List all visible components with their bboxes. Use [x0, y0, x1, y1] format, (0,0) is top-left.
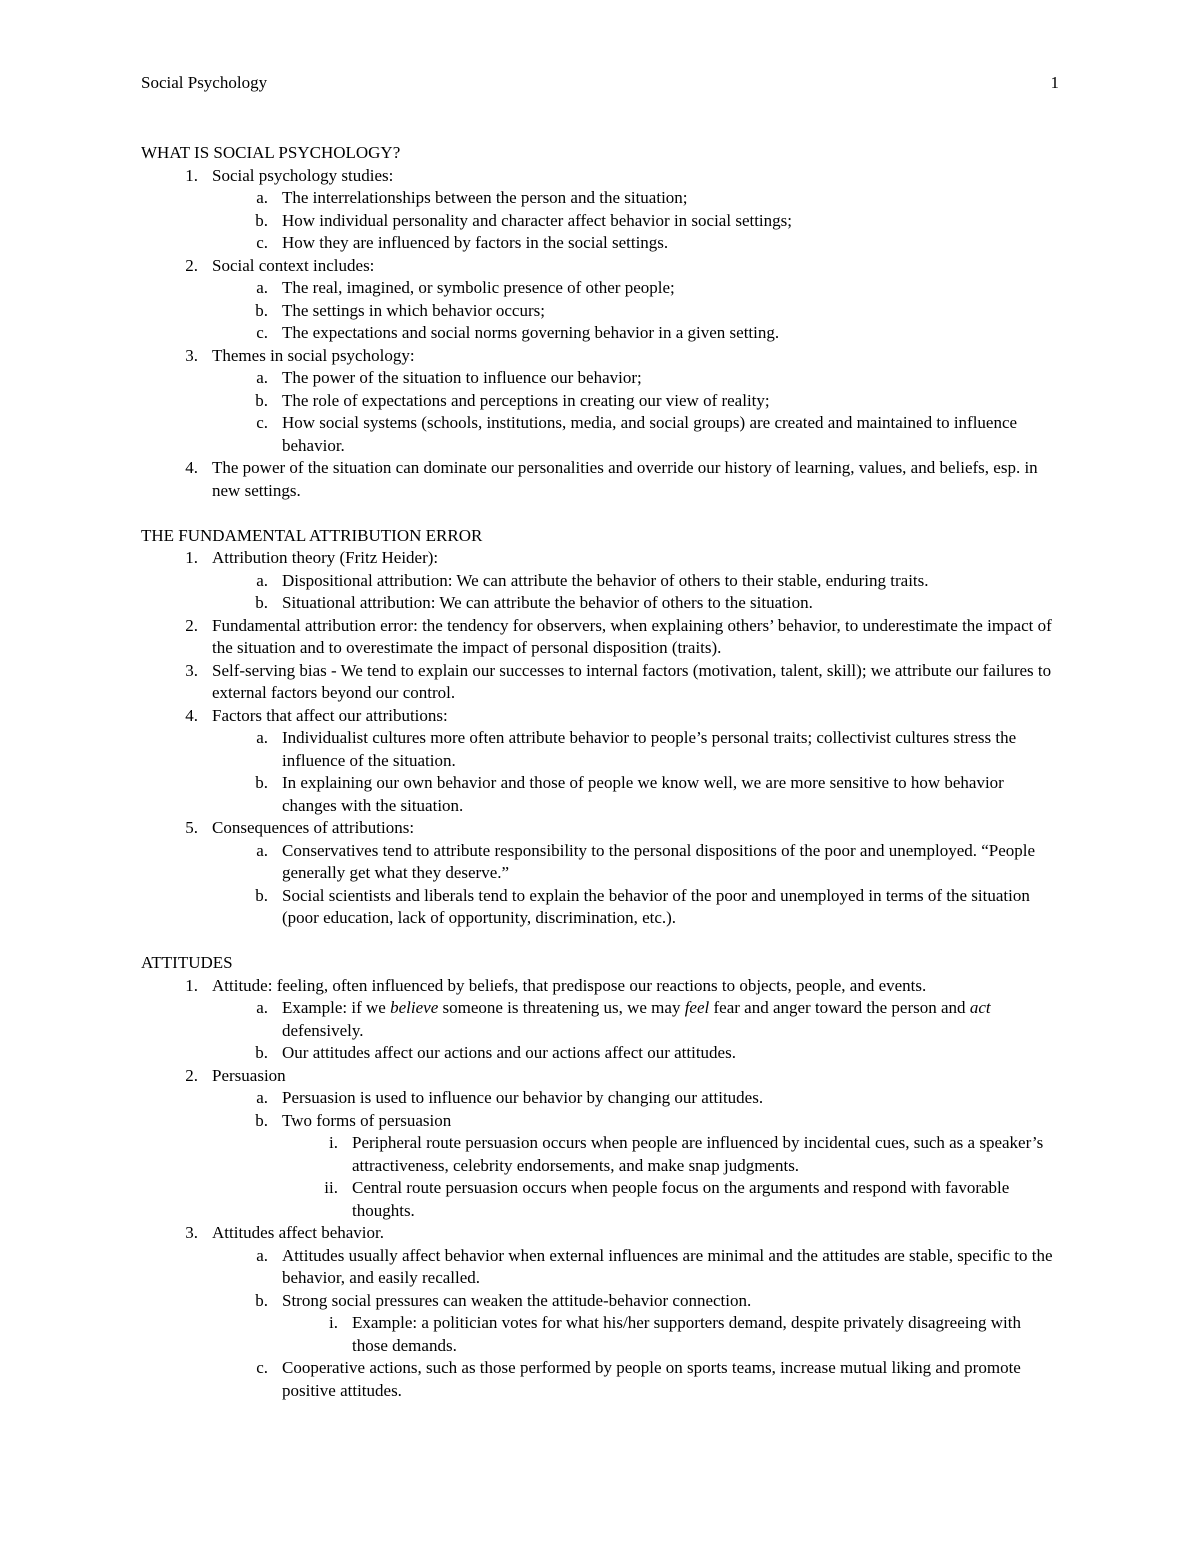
list-item-text: Persuasion is used to influence our behavior by changing our attitudes. [282, 1088, 764, 1107]
list-item [141, 705, 1059, 728]
list-marker: a. [256, 1088, 268, 1107]
list-marker: i. [329, 1313, 338, 1332]
list-marker: b. [255, 773, 268, 792]
list-marker: a. [256, 728, 268, 747]
list-item [141, 1222, 1059, 1245]
document-section [141, 952, 1059, 1402]
list-marker: c. [256, 233, 268, 252]
list-item [141, 345, 1059, 368]
list-marker: 1. [185, 548, 198, 567]
list-item-text: The power of the situation can dominate our personalities and override our history of learning, values, and beliefs, esp. in new settings. [212, 458, 1038, 500]
sub-list-item [141, 412, 1059, 457]
list-item [141, 817, 1059, 840]
sub-list-item [141, 187, 1059, 210]
list-item-text: The real, imagined, or symbolic presence of other people; [282, 278, 675, 297]
list-marker: ii. [324, 1178, 338, 1197]
list-item-text: Social scientists and liberals tend to explain the behavior of the poor and unemployed in terms of the situation (poor education, lack of opportunity, discrimination, etc.). [282, 885, 1030, 927]
list-item [141, 975, 1059, 998]
list-item-text: Themes in social psychology: [212, 345, 415, 365]
emphasis-text: believe [390, 998, 439, 1017]
list-marker: b. [255, 1043, 268, 1062]
list-marker: 5. [185, 818, 198, 837]
list-marker: a. [256, 188, 268, 207]
list-marker: b. [255, 210, 268, 230]
list-marker: 3. [185, 345, 198, 365]
text-run: Example: if we [282, 998, 391, 1017]
list-marker: a. [256, 998, 268, 1017]
list-item-text: Consequences of attributions: [212, 818, 415, 837]
text-run: fear and anger toward the person and [709, 998, 970, 1017]
list-item-text: How they are influenced by factors in the social settings. [282, 233, 669, 252]
list-marker: 3. [185, 660, 198, 680]
list-item-text: Two forms of persuasion [282, 1110, 452, 1130]
list-item-text: Example: a politician votes for what his/her supporters demand, despite privately disagreeing with those demands. [352, 1313, 1021, 1355]
sub-list-item [141, 1087, 1059, 1110]
list-item-text: In explaining our own behavior and those of people we know well, we are more sensitive to how behavior changes with the situation. [282, 773, 1004, 815]
sub-list-item [141, 1177, 1059, 1222]
list-marker: b. [255, 300, 268, 320]
section-heading: WHAT IS SOCIAL PSYCHOLOGY? [141, 143, 401, 162]
section-heading: ATTITUDES [141, 953, 233, 972]
list-marker: 2. [185, 255, 198, 275]
sub-list-item [141, 390, 1059, 413]
list-item-text: How social systems (schools, institutions, media, and social groups) are created and maintained to influence behavior. [282, 413, 1018, 455]
list-item-text: Attitudes usually affect behavior when external influences are minimal and the attitudes are stable, specific to the behavior, and easily recalled. [282, 1245, 1053, 1287]
list-item-text: Cooperative actions, such as those performed by people on sports teams, increase mutual liking and promote positive attitudes. [282, 1358, 1021, 1400]
sub-list-item [141, 1042, 1059, 1065]
list-item-text: Our attitudes affect our actions and our actions affect our attitudes. [282, 1043, 736, 1062]
list-marker: 3. [185, 1223, 198, 1242]
list-marker: a. [256, 278, 268, 297]
list-marker: b. [255, 1110, 268, 1130]
list-item-text: How individual personality and character affect behavior in social settings; [282, 210, 792, 230]
list-item-text: The power of the situation to influence our behavior; [282, 368, 642, 387]
sub-list-item [141, 1110, 1059, 1133]
list-item-text: Conservatives tend to attribute responsibility to the personal dispositions of the poor and unemployed. “People generally get what they deserve.” [282, 840, 1036, 882]
sub-list-item [141, 367, 1059, 390]
sub-list-item [141, 1245, 1059, 1290]
list-marker: b. [255, 885, 268, 905]
sub-list-item [141, 997, 1059, 1042]
sub-list-item [141, 1357, 1059, 1402]
sub-list-item [141, 277, 1059, 300]
list-item [141, 615, 1059, 660]
list-item [141, 255, 1059, 278]
list-marker: a. [256, 570, 268, 590]
list-item-text: The expectations and social norms governing behavior in a given setting. [282, 323, 780, 342]
list-marker: i. [329, 1133, 338, 1152]
list-item-text: Individualist cultures more often attribute behavior to people’s personal traits; collectivist cultures stress the influence of the situation. [282, 728, 1017, 770]
emphasis-text: feel [684, 998, 710, 1017]
sub-list-item [141, 300, 1059, 323]
sub-list-item [141, 772, 1059, 817]
sub-list-item [141, 592, 1059, 615]
list-marker: 2. [185, 1065, 198, 1085]
list-item-text: Persuasion [212, 1065, 286, 1085]
list-item [141, 660, 1059, 705]
list-item [141, 547, 1059, 570]
list-item-text: The interrelationships between the person and the situation; [282, 188, 688, 207]
list-item-text: Dispositional attribution: We can attribute the behavior of others to their stable, enduring traits. [282, 570, 929, 590]
text-run: defensively. [282, 1020, 364, 1040]
list-item-text: Strong social pressures can weaken the attitude-behavior connection. [282, 1290, 752, 1310]
list-item-text: Peripheral route persuasion occurs when people are influenced by incidental cues, such as a speaker’s attractiveness, celebrity endorsements, and make snap judgments. [352, 1133, 1044, 1175]
sub-list-item [141, 840, 1059, 885]
list-item-text: Self-serving bias - We tend to explain our successes to internal factors (motivation, talent, skill); we attribute our failures to external factors beyond our control. [212, 660, 1052, 702]
sub-list-item [141, 727, 1059, 772]
list-marker: 4. [185, 705, 198, 725]
list-marker: c. [256, 1358, 268, 1377]
list-item [141, 1065, 1059, 1088]
sub-list-item [141, 570, 1059, 593]
list-item-text: Situational attribution: We can attribute the behavior of others to the situation. [282, 593, 813, 612]
list-item-text: Fundamental attribution error: the tendency for observers, when explaining others’ behavior, to underestimate the impact of the situation and to overestimate the impact of personal disposition (traits). [212, 615, 1052, 657]
list-marker: b. [255, 1290, 268, 1310]
list-item [141, 165, 1059, 188]
sub-list-item [141, 322, 1059, 345]
list-item-text: Social psychology studies: [212, 165, 394, 185]
sub-list-item [141, 210, 1059, 233]
page-header [141, 72, 1059, 94]
text-run: someone is threatening us, we may [438, 998, 685, 1017]
list-marker: c. [256, 323, 268, 342]
list-marker: 4. [185, 458, 198, 477]
emphasis-text: act [969, 998, 991, 1017]
list-marker: 1. [185, 975, 198, 995]
list-marker: 1. [185, 165, 198, 185]
sub-list-item [141, 232, 1059, 255]
list-item-text: Factors that affect our attributions: [212, 705, 448, 725]
list-item-text: Attribution theory (Fritz Heider): [212, 548, 439, 567]
list-marker: a. [256, 840, 268, 860]
section-heading: THE FUNDAMENTAL ATTRIBUTION ERROR [141, 525, 483, 545]
list-item-text: The role of expectations and perceptions in creating our view of reality; [282, 390, 770, 410]
list-marker: 2. [185, 615, 198, 635]
sub-list-item [141, 1312, 1059, 1357]
list-marker: a. [256, 368, 268, 387]
document-section [141, 142, 1059, 502]
document-section [141, 525, 1059, 930]
list-item-text [268, 997, 1059, 1042]
list-item-text: Attitude: feeling, often influenced by beliefs, that predispose our reactions to objects, people, and events. [212, 975, 927, 995]
sub-list-item [141, 885, 1059, 930]
document-body [141, 142, 1059, 1402]
list-item-text: Central route persuasion occurs when people focus on the arguments and respond with favorable thoughts. [352, 1178, 1010, 1220]
list-marker: b. [255, 390, 268, 410]
sub-list-item [141, 1290, 1059, 1313]
page-number: 1 [1050, 73, 1059, 92]
list-item-text: Attitudes affect behavior. [212, 1223, 384, 1242]
sub-list-item [141, 1132, 1059, 1177]
list-marker: b. [255, 593, 268, 612]
list-item-text: Social context includes: [212, 255, 375, 275]
list-item-text: The settings in which behavior occurs; [282, 300, 545, 320]
header-title: Social Psychology [141, 73, 268, 92]
list-marker: c. [256, 413, 268, 432]
list-marker: a. [256, 1245, 268, 1265]
list-item [141, 457, 1059, 502]
